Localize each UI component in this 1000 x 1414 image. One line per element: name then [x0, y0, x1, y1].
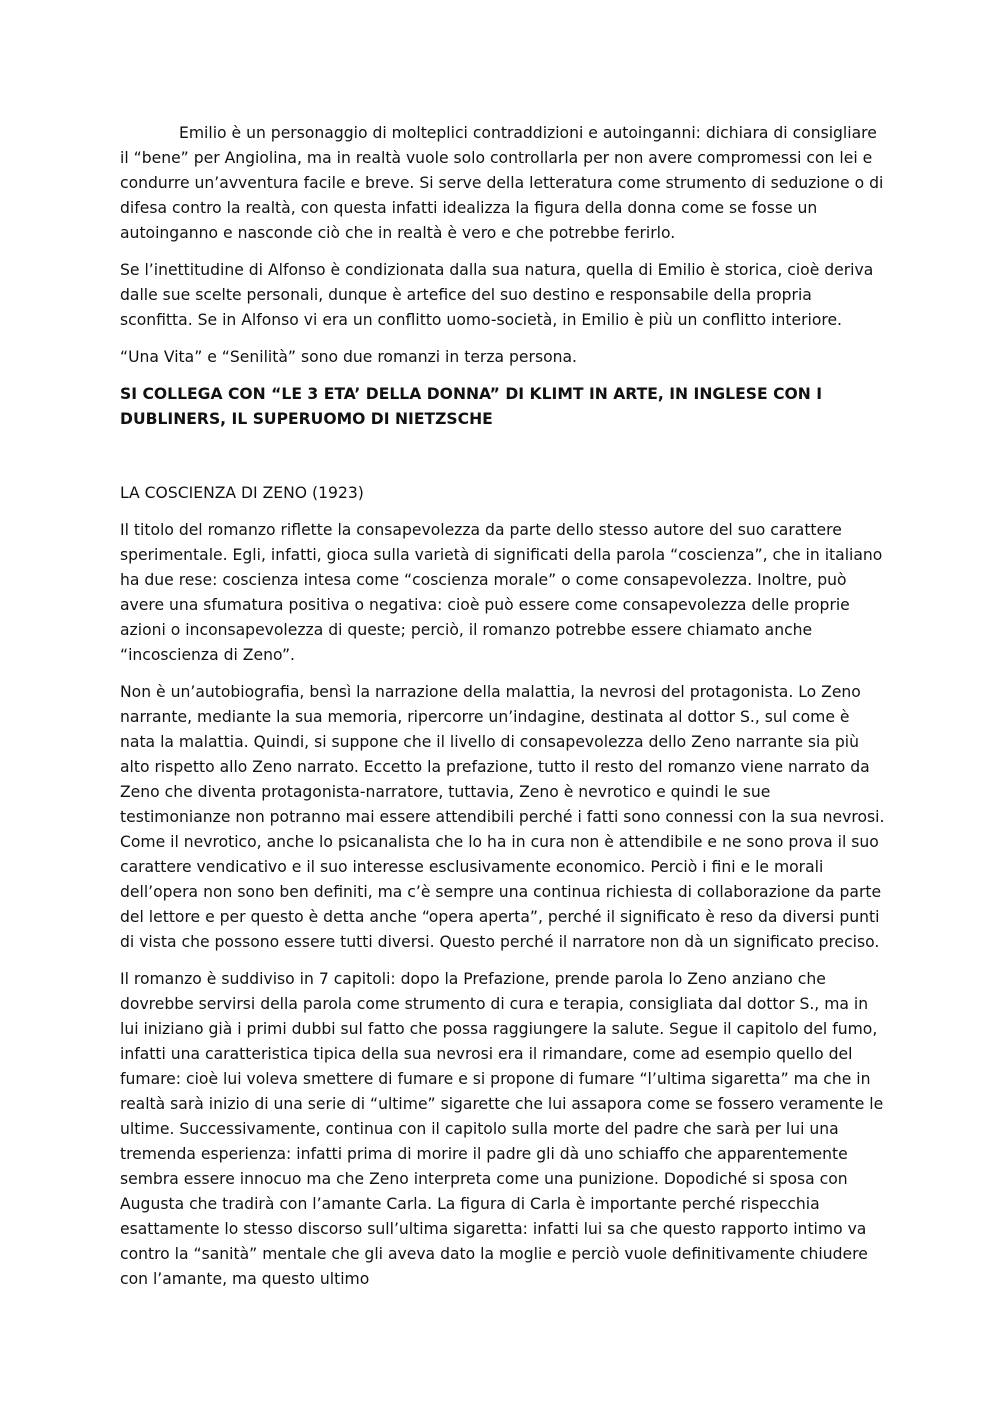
- blank-line: [120, 444, 885, 481]
- paragraph-terza-persona: “Una Vita” e “Senilità” sono due romanzi in terza persona.: [120, 348, 578, 366]
- links-note: SI COLLEGA CON “LE 3 ETA’ DELLA DONNA” DI KLIMT IN ARTE, IN INGLESE CON I DUBLINERS, IL SUPERUOMO DI NIETZSCHE: [120, 385, 823, 428]
- paragraph-capitoli: Il romanzo è suddiviso in 7 capitoli: dopo la Prefazione, prende parola lo Zeno anziano che dovrebbe servirsi della parola come strumento di cura e terapia, consigliata dal dottor S., ma in lui iniziano già i primi dubbi sul fatto che possa raggiungere la salute. Segue il capitolo del fumo, infatti una caratteristica tipica della sua nevrosi era il rimandare, come ad esempio quello del fumare: cioè lui voleva smettere di fumare e si propone di fumare “l’ultima sigaretta” ma che in realtà sarà inizio di una serie di “ultime” sigarette che lui assapora come se fossero veramente le ultime. Successivamente, continua con il capitolo sulla morte del padre che sarà per lui una tremenda esperienza: infatti prima di morire il padre gli dà uno schiaffo che apparentemente sembra essere innocuo ma che Zeno interpreta come una punizione. Dopodiché si sposa con Augusta che tradirà con l’amante Carla. La figura di Carla è importante perché rispecchia esattamente lo stesso discorso sull’ultima sigaretta: infatti lui sa che questo rapporto intimo va contro la “sanità” mentale che gli aveva dato la moglie e perciò vuole definitivamente chiudere con l’amante, ma questo ultimo: [120, 970, 884, 1288]
- section-title: LA COSCIENZA DI ZENO (1923): [120, 484, 364, 502]
- document-page: [120, 121, 885, 1304]
- paragraph-emilio: Emilio è un personaggio di molteplici contraddizioni e autoinganni: dichiara di consigliare il “bene” per Angiolina, ma in realtà vuole solo controllarla per non avere compromessi con lei e condurre un’avventura facile e breve. Si serve della letteratura come strumento di seduzione o di difesa contro la realtà, con questa infatti idealizza la figura della donna come se fosse un autoinganno e nasconde ciò che in realtà è vero e che potrebbe ferirlo.: [120, 124, 884, 242]
- paragraph-autobiografia: Non è un’autobiografia, bensì la narrazione della malattia, la nevrosi del protagonista. Lo Zeno narrante, mediante la sua memoria, ripercorre un’indagine, destinata al dottor S., sul come è nata la malattia. Quindi, si suppone che il livello di consapevolezza dello Zeno narrante sia più alto rispetto allo Zeno narrato. Eccetto la prefazione, tutto il resto del romanzo viene narrato da Zeno che diventa protagonista-narratore, tuttavia, Zeno è nevrotico e quindi le sue testimonianze non potranno mai essere attendibili perché i fatti sono connessi con la sua nevrosi. Come il nevrotico, anche lo psicanalista che lo ha in cura non è attendibile e ne sono prova il suo carattere vendicativo e il suo interesse esclusivamente economico. Perciò i fini e le morali dell’opera non sono ben definiti, ma c’è sempre una continua richiesta di collaborazione da parte del lettore e per questo è detta anche “opera aperta”, perché il significato è reso da diversi punti di vista che possono essere tutti diversi. Questo perché il narratore non dà un significato preciso.: [120, 683, 885, 951]
- paragraph-titolo: Il titolo del romanzo riflette la consapevolezza da parte dello stesso autore del suo carattere sperimentale. Egli, infatti, gioca sulla varietà di significati della parola “coscienza”, che in italiano ha due rese: coscienza intesa come “coscienza morale” o come consapevolezza. Inoltre, può avere una sfumatura positiva o negativa: cioè può essere come consapevolezza delle proprie azioni o inconsapevolezza di queste; perciò, il romanzo potrebbe essere chiamato anche “incoscienza di Zeno”.: [120, 521, 883, 664]
- paragraph-inettitudine: Se l’inettitudine di Alfonso è condizionata dalla sua natura, quella di Emilio è storica, cioè deriva dalle sue scelte personali, dunque è artefice del suo destino e responsabile della propria sconfitta. Se in Alfonso vi era un conflitto uomo-società, in Emilio è più un conflitto interiore.: [120, 261, 874, 329]
